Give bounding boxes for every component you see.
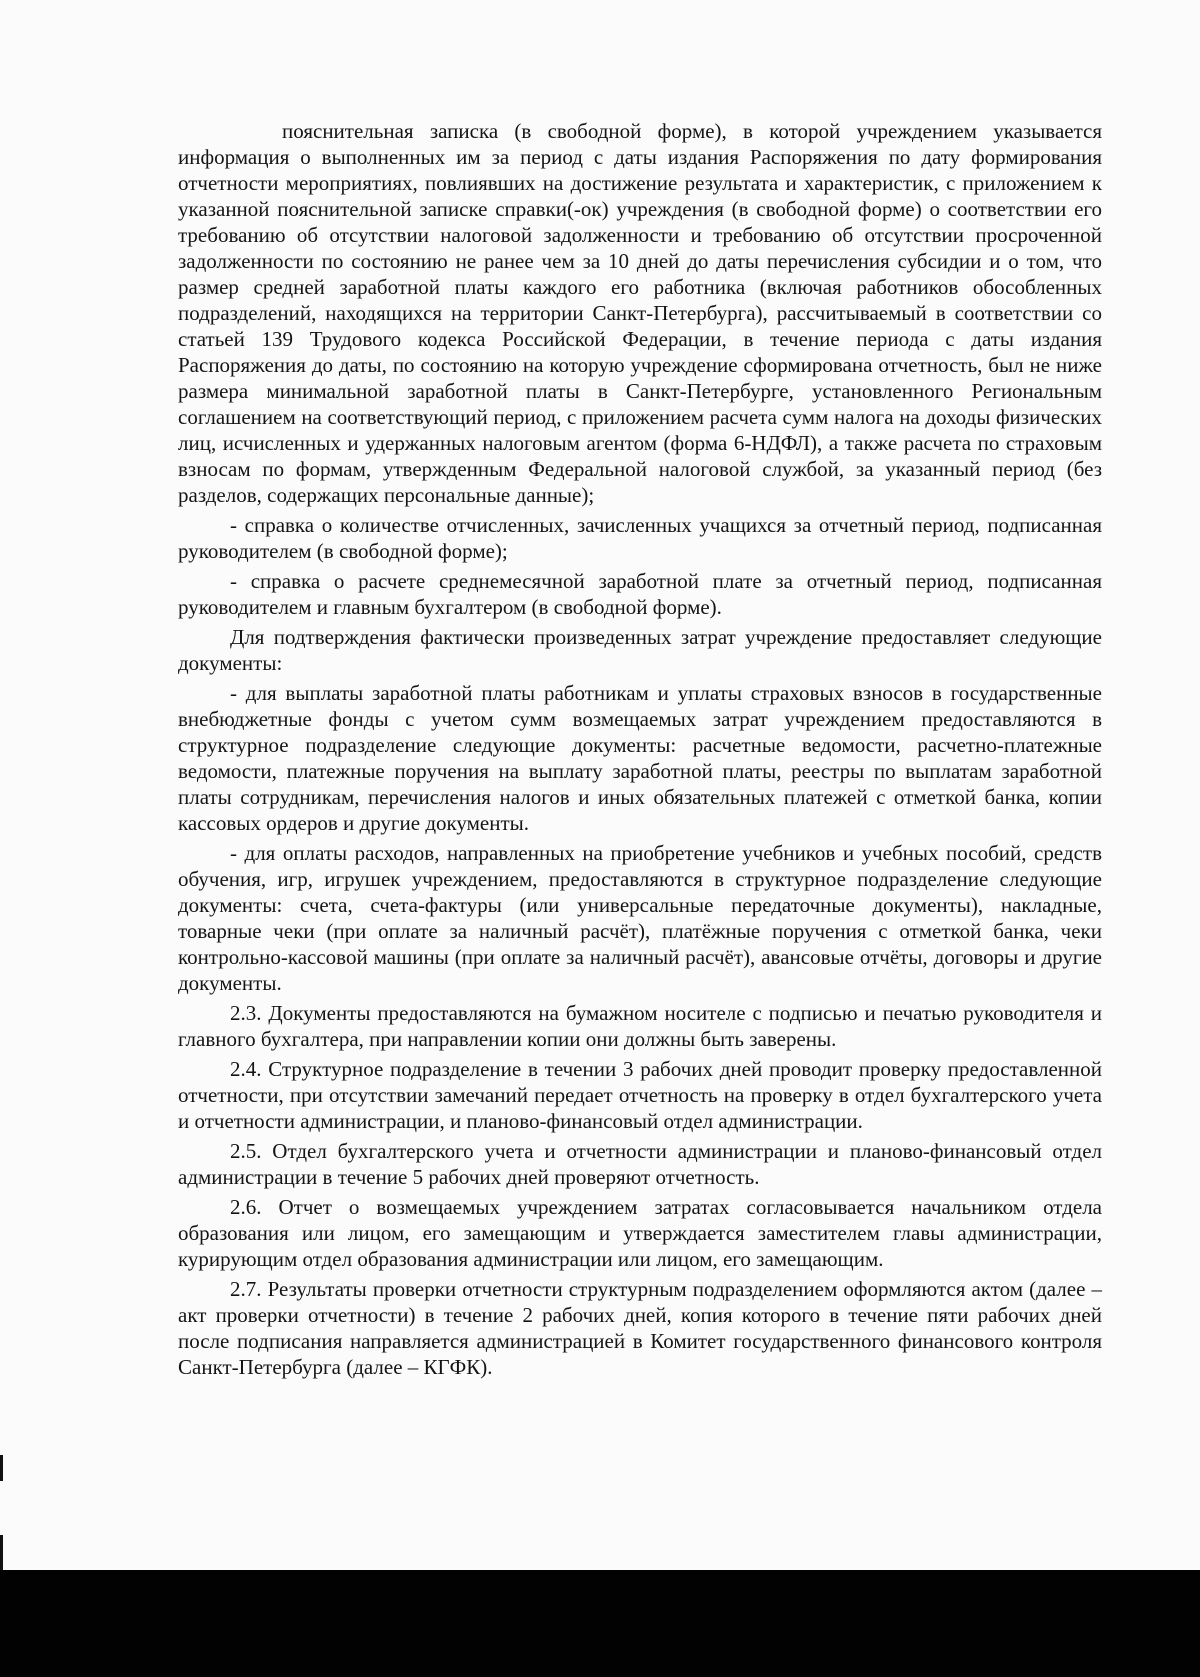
scan-bottom-black-bar — [0, 1570, 1200, 1677]
paragraph-salary-documents: - для выплаты заработной платы работникам и уплаты страховых взносов в государственные внебюджетные фонды с учетом сумм возмещаемых затрат учреждением предоставляются в структурное подразделение следующие документы: расчетные ведомости, расчетно-платежные ведомости, платежные поручения на выплату заработной платы, реестры по выплатам заработной платы сотрудникам, перечисления налогов и иных обязательных платежей с отметкой банка, копии кассовых ордеров и другие документы. — [178, 681, 1102, 835]
paragraph-textbook-documents: - для оплаты расходов, направленных на приобретение учебников и учебных пособий, средств обучения, игр, игрушек учреждением, предоставляются в структурное подразделение следующие документы: счета, счета-фактуры (или универсальные передаточные документы), накладные, товарные чеки (при оплате за наличный расчёт), платёжные поручения с отметкой банка, чеки контрольно-кассовой машины (при оплате за наличный расчёт), авансовые отчёты, договоры и другие документы. — [178, 841, 1102, 995]
paragraph-section-2-7: 2.7. Результаты проверки отчетности структурным подразделением оформляются актом (далее – акт проверки отчетности) в течение 2 рабочих дней, копия которого в течение пяти рабочих дней после подписания направляется администрацией в Комитет государственного финансового контроля Санкт-Петербурга (далее – КГФК). — [178, 1277, 1102, 1379]
paragraph-cost-confirmation: Для подтверждения фактически произведенных затрат учреждение предоставляет следующие документы: — [178, 625, 1102, 675]
paragraph-section-2-3: 2.3. Документы предоставляются на бумажном носителе с подписью и печатью руководителя и главного бухгалтера, при направлении копии они должны быть заверены. — [178, 1001, 1102, 1051]
paragraph-section-2-6: 2.6. Отчет о возмещаемых учреждением затратах согласовывается начальником отдела образования или лицом, его замещающим и утверждается заместителем главы администрации, курирующим отдел образования администрации или лицом, его замещающим. — [178, 1195, 1102, 1271]
paragraph-section-2-5: 2.5. Отдел бухгалтерского учета и отчетности администрации и планово-финансовый отдел администрации в течение 5 рабочих дней проверяют отчетность. — [178, 1139, 1102, 1189]
paragraph-students-certificate: - справка о количестве отчисленных, зачисленных учащихся за отчетный период, подписанная руководителем (в свободной форме); — [178, 513, 1102, 563]
scan-edge-mark-lower — [0, 1535, 3, 1571]
paragraph-salary-certificate: - справка о расчете среднемесячной заработной плате за отчетный период, подписанная руководителем и главным бухгалтером (в свободной форме). — [178, 569, 1102, 619]
document-body — [178, 118, 1102, 1384]
paragraph-section-2-4: 2.4. Структурное подразделение в течении 3 рабочих дней проводит проверку предоставленной отчетности, при отсутствии замечаний передает отчетность на проверку в отдел бухгалтерского учета и отчетности администрации, и планово-финансовый отдел администрации. — [178, 1057, 1102, 1133]
paragraph-explanatory-note: пояснительная записка (в свободной форме), в которой учреждением указывается информация о выполненных им за период с даты издания Распоряжения по дату формирования отчетности мероприятиях, повлиявших на достижение результата и характеристик, с приложением к указанной пояснительной записке справки(-ок) учреждения (в свободной форме) о соответствии его требованию об отсутствии налоговой задолженности и требованию об отсутствии просроченной задолженности по состоянию не ранее чем за 10 дней до даты перечисления субсидии и о том, что размер средней заработной платы каждого его работника (включая работников обособленных подразделений, находящихся на территории Санкт-Петербурга), рассчитываемый в соответствии со статьей 139 Трудового кодекса Российской Федерации, в течение периода с даты издания Распоряжения до даты, по состоянию на которую учреждение сформирована отчетность, был не ниже размера минимальной заработной платы в Санкт-Петербурге, установленного Региональным соглашением на соответствующий период, с приложением расчета сумм налога на доходы физических лиц, исчисленных и удержанных налоговым агентом (форма 6-НДФЛ), а также расчета по страховым взносам по формам, утвержденным Федеральной налоговой службой, за указанный период (без разделов, содержащих персональные данные); — [178, 119, 1102, 507]
scan-edge-mark-upper — [0, 1455, 3, 1481]
